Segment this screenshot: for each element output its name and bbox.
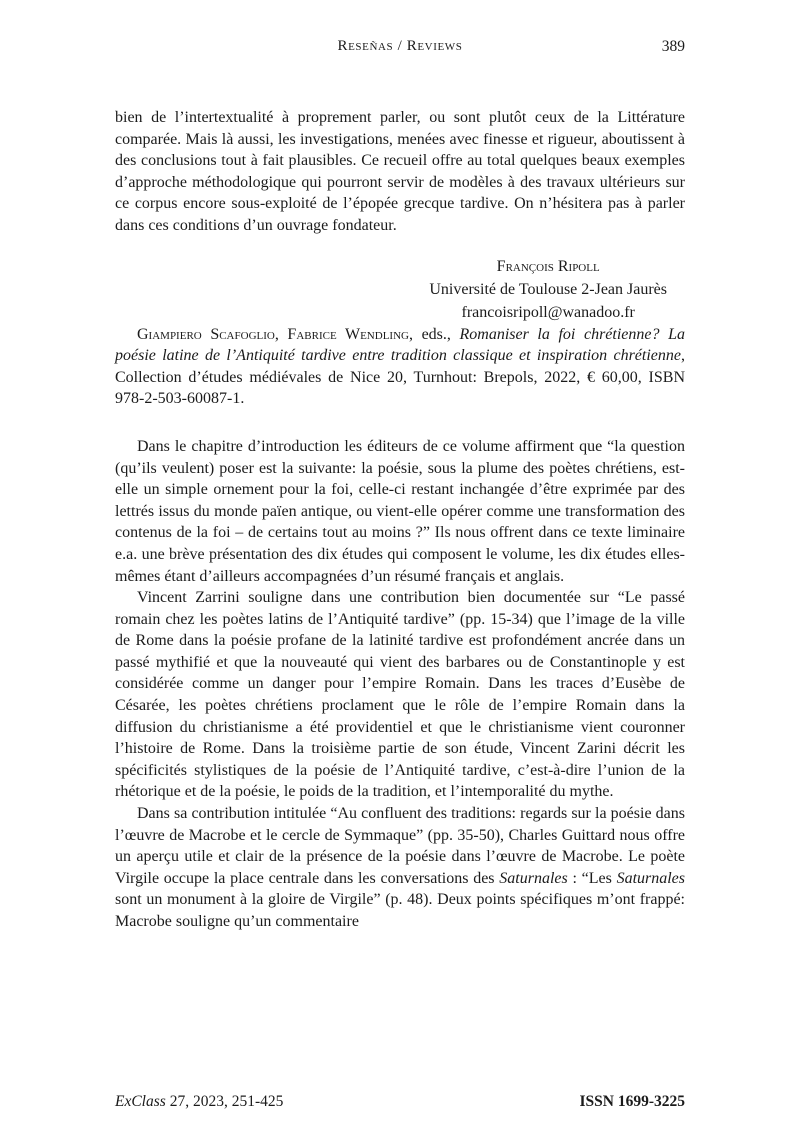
page-footer [115, 1093, 685, 1111]
text-run: , Collection d’études médiévales de Nice 20, Turnhout: Brepols, 2022, € 60,00, ISBN 978-2-503-60087-1. [115, 347, 685, 408]
text-run: sont un monument à la gloire de Virgile” (p. 48). Deux points spécifiques m’ont frappé: Macrobe souligne qu’un commentaire [115, 891, 685, 930]
journal-title: ExClass [115, 1093, 166, 1110]
reviewer-email: francoisripoll@wanadoo.fr [461, 303, 635, 321]
review-heading [115, 324, 685, 410]
text-run: Vincent Zarrini souligne dans une contribution bien documentée sur “Le passé romain chez les poètes latins de l’Antiquité tardive” (pp. 15-34) que l’image de la ville de Rome dans la poésie profane de la latinité tardive est profondément ancrée dans un passé mythifié et que la nouveauté qui vient des barbares ou de Constantinople y est considérée comme un danger pour l’empire Romain. Dans les traces d’Eusèbe de Césarée, les poètes chrétiens proclament que le rôle de l’empire Romain dans la diffusion du christianisme a été providentiel et que le christianisme vient couronner l’histoire de Rome. Dans la troisième partie de son étude, Vincent Zarini décrit les spécificités stylistiques de la poésie de l’Antiquité tardive, c’est-à-dire l’union de la rhétorique et de la poésie, le poids de la tradition, et l’intemporalité du mythe. [115, 589, 685, 801]
text-run: Dans sa contribution intitulée “Au confluent des traditions: regards sur la poésie dans l’œuvre de Macrobe et le cercle de Symmaque” (pp. 35-50), Charles Guittard nous offre un aperçu utile et clair de la présence de la poésie dans l’œuvre de Macrobe. Le poète Virgile occupe la place centrale dans les conversations des [115, 805, 685, 887]
text-run: : “Les [567, 869, 617, 887]
journal-issue: 27, 2023, 251-425 [165, 1093, 284, 1110]
text-run: , eds., [408, 325, 460, 343]
body-paragraph [115, 803, 685, 933]
text-run: bien de l’intertextualité à proprement parler, ou sont plutôt ceux de la Littérature comparée. Mais là aussi, les investigations, menées avec finesse et rigueur, aboutissent à des conclusions tout à fait plausibles. Ce recueil offre au total quelques beaux exemples d’approche méthodologique qui pourront servir de modèles à des travaux ultérieurs sur ce corpus encore sous-exploité de l’épopée grecque tardive. On n’hésitera pas à parler dans ces conditions d’un ouvrage fondateur. [115, 109, 685, 234]
text-run: Dans le chapitre d’introduction les éditeurs de ce volume affirment que “la question (qu’ils veulent) poser est la suivante: la poésie, sous la plume des poètes chrétiens, est-elle un simple ornement pour la foi, celle-ci restant inchangée d’être exprimée par des lettrés issus du monde païen antique, ou vient-elle opérer comme une transformation des contenus de la foi – de certains tout au moins ?” Ils nous offrent dans ce texte liminaire e.a. une brève présentation des dix études qui composent le volume, les dix études elles-mêmes étant d’ailleurs accompagnées d’un résumé français et anglais. [115, 437, 685, 585]
journal-citation [115, 1093, 283, 1111]
page-header [115, 38, 685, 60]
reviewer-name: François Ripoll [496, 257, 600, 275]
italic-text: Saturnales [499, 869, 568, 887]
italic-text: Saturnales [616, 869, 686, 887]
running-head: Reseñas / Reviews [337, 38, 463, 54]
smallcaps-text: Giampiero Scafoglio, Fabrice Wendling [137, 325, 409, 343]
page-number: 389 [661, 38, 685, 55]
body-paragraph [115, 436, 685, 587]
review-text-block [115, 107, 685, 933]
signature-block [115, 255, 685, 324]
issn: ISSN 1699-3225 [579, 1093, 685, 1110]
body-paragraph [115, 587, 685, 803]
review-body [115, 436, 685, 933]
italic-text: Romaniser la foi chrétienne? La poésie latine de l’Antiquité tardive entre tradition classique et inspiration chrétienne [115, 325, 685, 365]
closing-paragraph [115, 107, 685, 237]
reviewer-affiliation: Université de Toulouse 2-Jean Jaurès [429, 280, 668, 298]
